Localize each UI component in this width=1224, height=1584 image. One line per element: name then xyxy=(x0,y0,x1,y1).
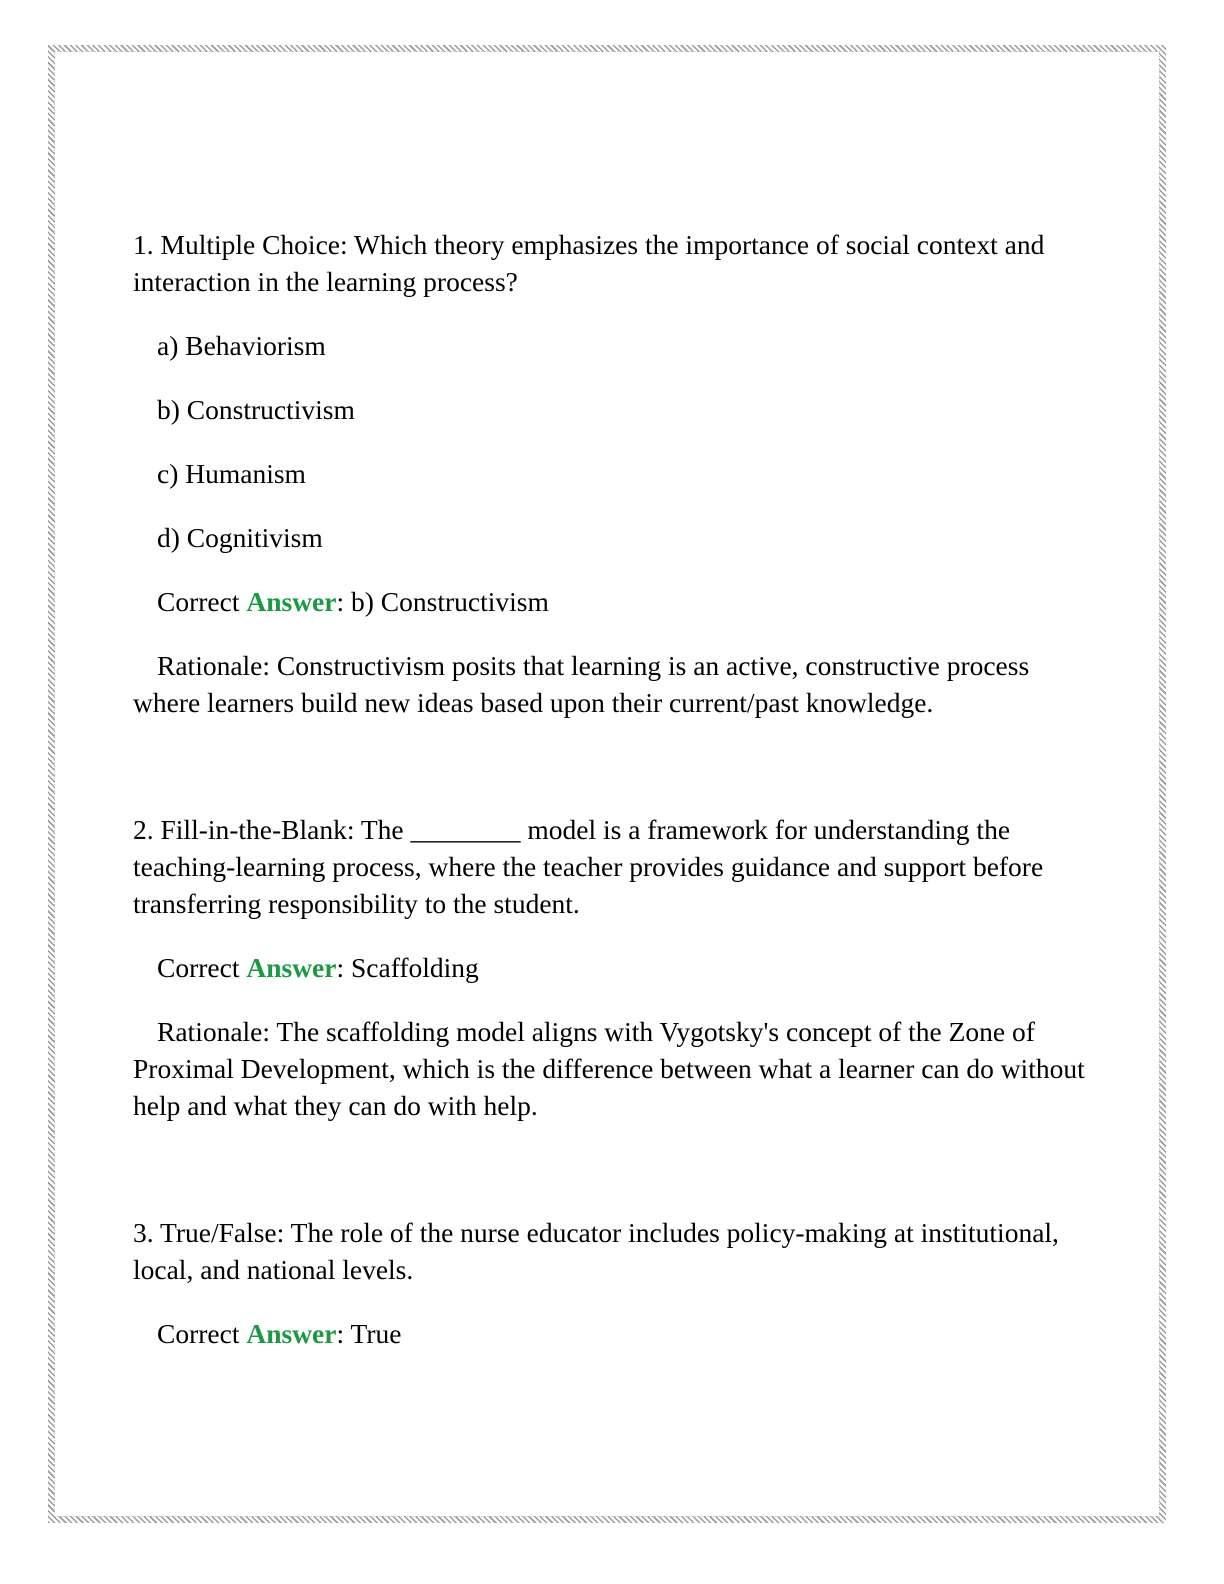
question-1-option-c: c) Humanism xyxy=(157,458,306,489)
answer-value: : b) Constructivism xyxy=(336,586,549,617)
answer-label: Answer xyxy=(246,952,337,983)
question-1-rationale: Rationale: Constructivism posits that learning is an active, constructive process where learners build new ideas based upon their current/past knowledge. xyxy=(133,650,1030,718)
question-2-prompt: 2. Fill-in-the-Blank: The ________ model is a framework for understanding the teaching-learning process, where the teacher provides guidance and support before transferring responsibility to the student. xyxy=(133,814,1044,919)
question-1 xyxy=(133,226,1093,721)
question-3-correct-answer xyxy=(133,1315,1093,1352)
answer-prefix: Correct xyxy=(157,586,247,617)
question-3-prompt: 3. True/False: The role of the nurse educator includes policy-making at institutional, local, and national levels. xyxy=(133,1217,1059,1285)
question-2-correct-answer xyxy=(133,949,1093,986)
question-1-prompt: 1. Multiple Choice: Which theory emphasizes the importance of social context and interaction in the learning process? xyxy=(133,229,1045,297)
question-2-rationale: Rationale: The scaffolding model aligns with Vygotsky's concept of the Zone of Proximal Development, which is the difference between what a learner can do without help and what they can do with help. xyxy=(133,1016,1085,1121)
answer-label: Answer xyxy=(246,586,337,617)
question-1-option-a: a) Behaviorism xyxy=(157,330,326,361)
question-1-option-d: d) Cognitivism xyxy=(157,522,323,553)
document-content xyxy=(133,226,1093,1352)
question-3 xyxy=(133,1214,1093,1352)
answer-value: : True xyxy=(336,1318,402,1349)
question-1-option-b: b) Constructivism xyxy=(157,394,355,425)
answer-prefix: Correct xyxy=(157,1318,247,1349)
answer-value: : Scaffolding xyxy=(336,952,479,983)
answer-label: Answer xyxy=(246,1318,337,1349)
question-2 xyxy=(133,811,1093,1124)
answer-prefix: Correct xyxy=(157,952,247,983)
question-1-correct-answer xyxy=(133,583,1093,620)
